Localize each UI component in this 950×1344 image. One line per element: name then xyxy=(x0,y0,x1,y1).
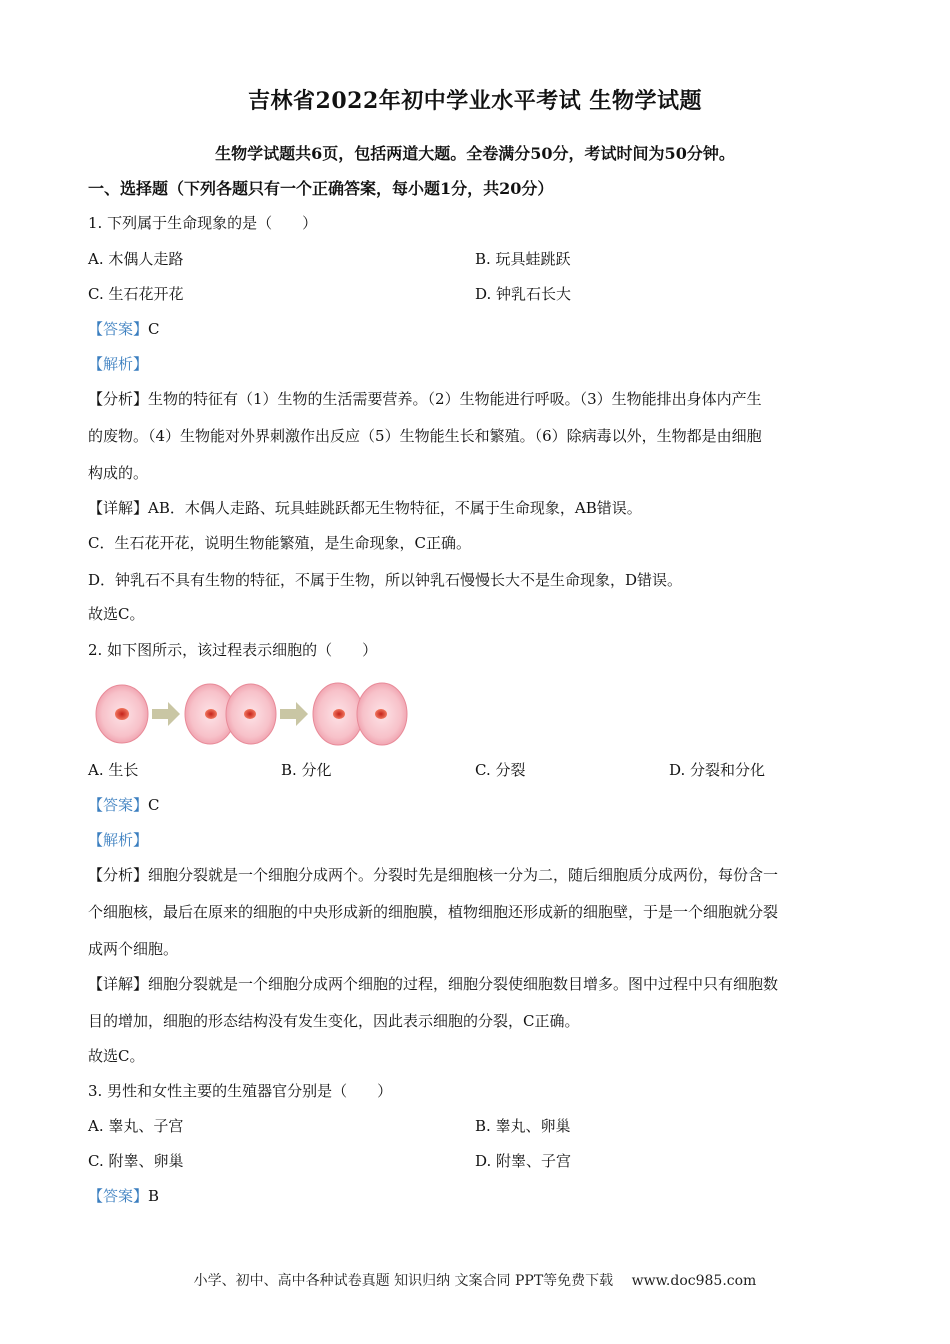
q3-option-c: C. 附睾、卵巢 xyxy=(88,1152,184,1170)
answer-tag: 【答案】 xyxy=(88,1187,149,1205)
q2-answer xyxy=(88,794,160,816)
two-daughter-cells xyxy=(313,683,407,745)
section-heading: 一、选择题（下列各题只有一个正确答案，每小题1分，共20分） xyxy=(88,179,554,198)
arrow-icon xyxy=(280,702,308,726)
q1-option-b: B. 玩具蛙跳跃 xyxy=(475,250,571,268)
q2-analysis-line: 【分析】细胞分裂就是一个细胞分成两个。分裂时先是细胞核一分为二，随后细胞质分成两份，每份含一 xyxy=(88,866,779,884)
arrow-icon xyxy=(152,702,180,726)
q3-option-d: D. 附睾、子宫 xyxy=(475,1152,572,1170)
q1-option-a: A. 木偶人走路 xyxy=(88,250,184,268)
question-3-stem: 3. 男性和女性主要的生殖器官分别是（ ） xyxy=(88,1082,393,1100)
q3-option-b: B. 睾丸、卵巢 xyxy=(475,1117,571,1135)
exam-instructions: 生物学试题共6页，包括两道大题。全卷满分50分，考试时间为50分钟。 xyxy=(215,144,735,163)
q2-detail-line: 【详解】细胞分裂就是一个细胞分成两个细胞的过程，细胞分裂使细胞数目增多。图中过程中只有细胞数 xyxy=(88,975,779,993)
page-title: 吉林省2022年初中学业水平考试 生物学试题 xyxy=(248,88,702,114)
q1-detail-line: 【详解】AB．木偶人走路、玩具蛙跳跃都无生物特征，不属于生命现象，AB错误。 xyxy=(88,499,642,517)
q1-answer-value: C xyxy=(148,320,160,338)
q1-option-c: C. 生石花开花 xyxy=(88,285,184,303)
q1-detail-line: 故选C。 xyxy=(88,605,145,623)
q2-option-a: A. 生长 xyxy=(88,761,139,779)
cell-division-figure xyxy=(92,676,412,752)
q2-detail-line: 故选C。 xyxy=(88,1047,145,1065)
q1-analysis-tag: 【解析】 xyxy=(88,355,149,373)
dividing-cell xyxy=(185,684,276,744)
q1-answer xyxy=(88,318,160,340)
answer-tag: 【答案】 xyxy=(88,796,149,814)
q2-analysis-tag: 【解析】 xyxy=(88,831,149,849)
q3-option-a: A. 睾丸、子宫 xyxy=(88,1117,184,1135)
q3-answer-value: B xyxy=(148,1187,160,1205)
single-cell xyxy=(96,685,148,743)
q2-option-c: C. 分裂 xyxy=(475,761,526,779)
q1-detail-line: C．生石花开花，说明生物能繁殖，是生命现象，C正确。 xyxy=(88,534,471,552)
q2-analysis-line: 个细胞核，最后在原来的细胞的中央形成新的细胞膜，植物细胞还形成新的细胞壁，于是一个细胞就分裂 xyxy=(88,903,779,921)
question-1-stem: 1. 下列属于生命现象的是（ ） xyxy=(88,214,318,232)
q2-option-b: B. 分化 xyxy=(281,761,332,779)
page-footer: 小学、初中、高中各种试卷真题 知识归纳 文案合同 PPT等免费下载 www.doc985.com xyxy=(193,1273,757,1289)
q2-option-d: D. 分裂和分化 xyxy=(669,761,766,779)
q2-analysis-line: 成两个细胞。 xyxy=(88,940,179,958)
q1-option-d: D. 钟乳石长大 xyxy=(475,285,572,303)
q1-analysis-line: 构成的。 xyxy=(88,464,149,482)
q3-answer xyxy=(88,1185,159,1207)
q1-detail-line: D．钟乳石不具有生物的特征，不属于生物，所以钟乳石慢慢长大不是生命现象，D错误。 xyxy=(88,571,683,589)
q2-detail-line: 目的增加，细胞的形态结构没有发生变化，因此表示细胞的分裂，C正确。 xyxy=(88,1012,580,1030)
q1-analysis-line: 的废物。（4）生物能对外界刺激作出反应（5）生物能生长和繁殖。（6）除病毒以外，生物都是由细胞 xyxy=(88,427,762,445)
answer-tag: 【答案】 xyxy=(88,320,149,338)
q1-analysis-line: 【分析】生物的特征有（1）生物的生活需要营养。（2）生物能进行呼吸。（3）生物能排出身体内产生 xyxy=(88,390,762,408)
q2-answer-value: C xyxy=(148,796,160,814)
question-2-stem: 2. 如下图所示，该过程表示细胞的（ ） xyxy=(88,641,378,659)
